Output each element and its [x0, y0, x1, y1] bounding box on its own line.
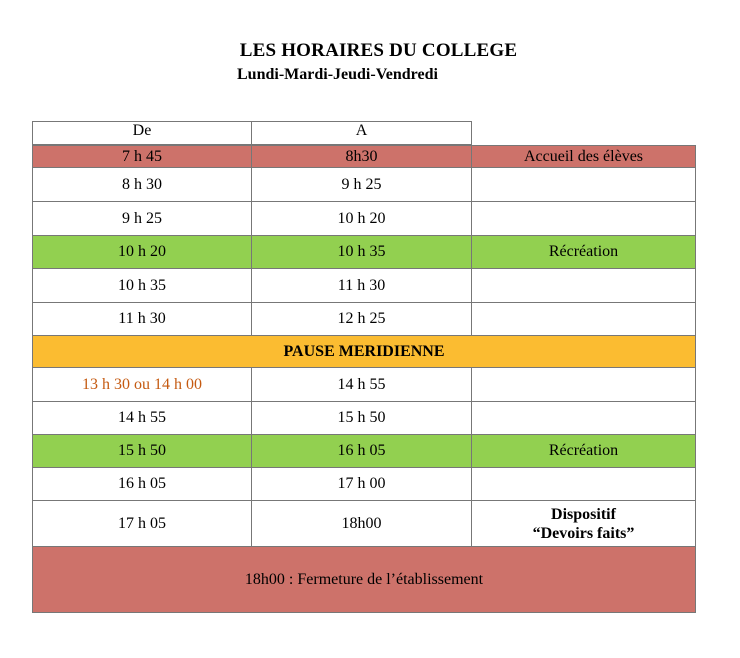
- cell-note-devoirs-faits: [472, 501, 696, 547]
- cell-note: Récréation: [472, 435, 696, 468]
- table-row: [32, 435, 696, 468]
- table-row: [32, 501, 696, 547]
- cell-note: [472, 269, 696, 303]
- table-row-closing: [32, 547, 696, 613]
- table-header-row: [32, 121, 696, 145]
- note-line-2: “Devoirs faits”: [532, 524, 635, 542]
- cell-note: [472, 468, 696, 501]
- cell-a: 15 h 50: [252, 402, 472, 435]
- cell-a: 10 h 35: [252, 236, 472, 269]
- table-row: [32, 269, 696, 303]
- cell-note: [472, 202, 696, 236]
- table-row: [32, 236, 696, 269]
- cell-a: 10 h 20: [252, 202, 472, 236]
- cell-a: 16 h 05: [252, 435, 472, 468]
- table-row: [32, 202, 696, 236]
- page-title: LES HORAIRES DU COLLEGE: [239, 40, 518, 61]
- cell-a: 14 h 55: [252, 368, 472, 402]
- cell-note: [472, 168, 696, 202]
- cell-a: 11 h 30: [252, 269, 472, 303]
- header-de: De: [32, 121, 252, 145]
- cell-note: [472, 368, 696, 402]
- cell-note: Accueil des élèves: [472, 145, 696, 168]
- cell-de: 15 h 50: [32, 435, 252, 468]
- cell-a: 12 h 25: [252, 303, 472, 336]
- cell-a: 17 h 00: [252, 468, 472, 501]
- schedule-table: [32, 121, 696, 613]
- table-row: [32, 402, 696, 435]
- cell-note: [472, 303, 696, 336]
- page-subtitle: Lundi-Mardi-Jeudi-Vendredi: [237, 66, 438, 83]
- cell-de: 16 h 05: [32, 468, 252, 501]
- cell-a: 8h30: [252, 145, 472, 168]
- cell-de: 10 h 20: [32, 236, 252, 269]
- header-a: A: [252, 121, 472, 145]
- table-row-pause: [32, 336, 696, 368]
- cell-note: [472, 402, 696, 435]
- table-row: [32, 368, 696, 402]
- note-line-1: Dispositif: [551, 505, 616, 523]
- cell-de: 8 h 30: [32, 168, 252, 202]
- cell-de: 11 h 30: [32, 303, 252, 336]
- cell-note: Récréation: [472, 236, 696, 269]
- cell-de: 14 h 55: [32, 402, 252, 435]
- cell-de: 9 h 25: [32, 202, 252, 236]
- cell-a: 9 h 25: [252, 168, 472, 202]
- table-row: [32, 303, 696, 336]
- closing-label: 18h00 : Fermeture de l’établissement: [32, 547, 696, 613]
- cell-a: 18h00: [252, 501, 472, 547]
- cell-de: 17 h 05: [32, 501, 252, 547]
- table-row: [32, 468, 696, 501]
- table-row: [32, 145, 696, 168]
- pause-meridienne-label: PAUSE MERIDIENNE: [32, 336, 696, 368]
- header-empty: [472, 121, 696, 145]
- table-row: [32, 168, 696, 202]
- cell-de: 10 h 35: [32, 269, 252, 303]
- cell-de: 13 h 30 ou 14 h 00: [32, 368, 252, 402]
- cell-de: 7 h 45: [32, 145, 252, 168]
